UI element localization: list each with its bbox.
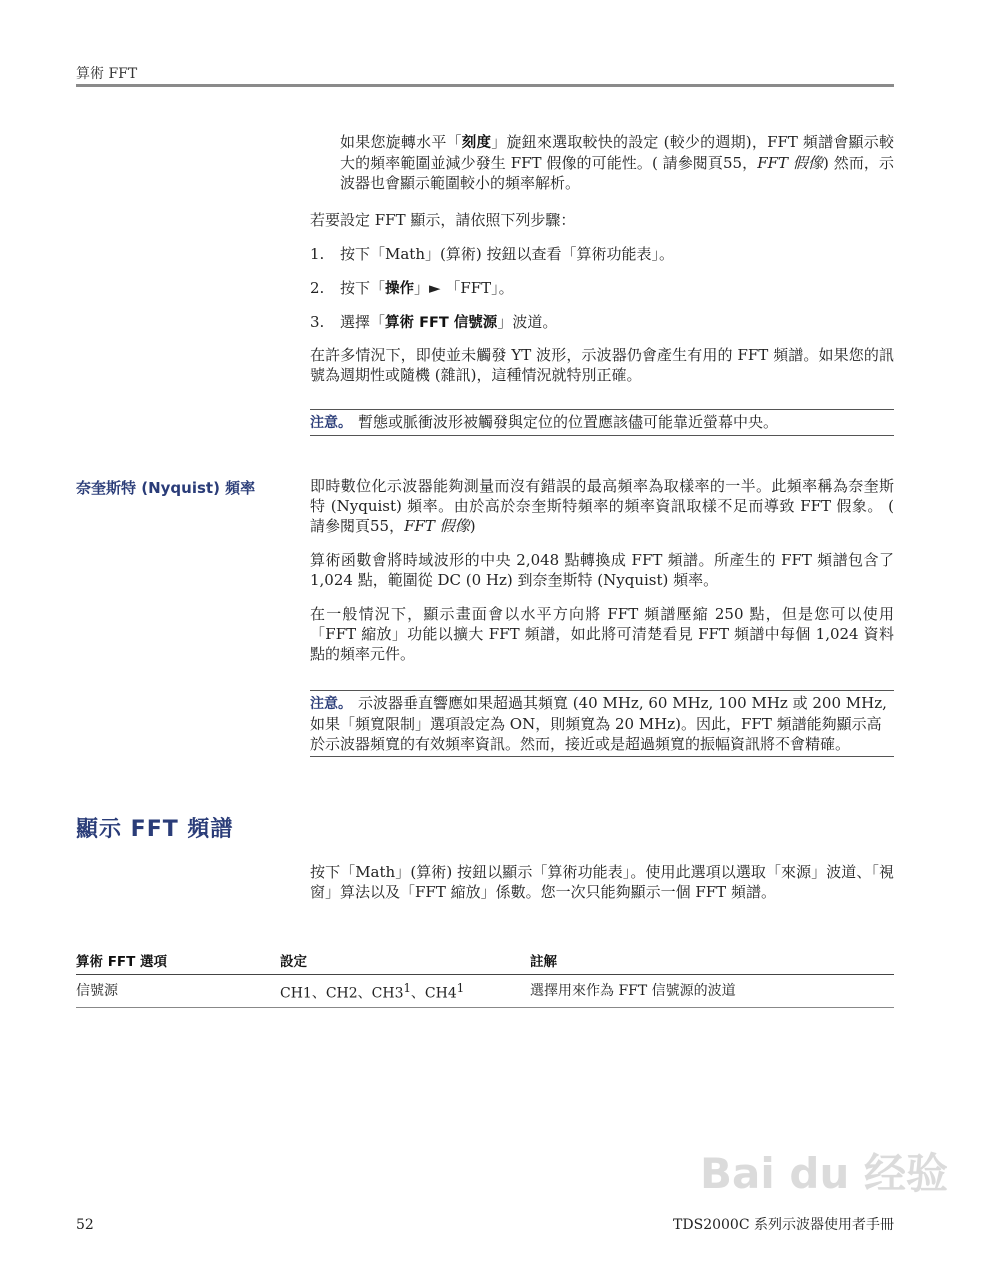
manual-title: TDS2000C 系列示波器使用者手冊 <box>673 1217 894 1233</box>
note-text: 示波器垂直響應如果超過其頻寬 (40 MHz, 60 MHz, 100 MHz 或 200 MHz, 如果「頻寬限制」選項設定為 ON，則頻寬為 20 MHz)。因此，FFT 頻譜能夠顯示高於示波器頻寬的有效頻率資訊。然而，接近或是超過頻寬的振幅資訊將不會精確。 <box>310 694 887 753</box>
step-number: 1. <box>310 245 325 263</box>
setup-line: 若要設定 FFT 顯示，請依照下列步驟： <box>310 211 576 229</box>
table-row <box>76 975 894 1008</box>
watermark-logo <box>700 1140 950 1210</box>
text-run: ) <box>469 517 476 535</box>
footnote-marker: 1 <box>403 981 411 995</box>
text-run: 如果您旋轉水平「 <box>340 133 462 151</box>
note-2 <box>310 690 894 757</box>
table-cell-option: 信號源 <box>76 975 280 1008</box>
note-label: 注意。 <box>310 415 352 431</box>
step-text: 選擇「 <box>340 313 386 331</box>
page-number: 52 <box>76 1217 94 1233</box>
setting-text: CH1、CH2、CH3 <box>280 985 404 1002</box>
column-header: 算術 FFT 選項 <box>76 950 280 975</box>
step-text: 」波道。 <box>497 313 558 331</box>
step-3 <box>310 312 894 333</box>
note-text: 暫態或脈衝波形被觸發與定位的位置應該儘可能靠近螢幕中央。 <box>358 413 779 431</box>
watermark-text: Bai du 经验 <box>700 1149 948 1198</box>
bold-term: 算術 FFT 信號源 <box>385 315 498 331</box>
options-table <box>76 950 894 1008</box>
step-text: 按下「Math」(算術) 按鈕以查看「算術功能表」。 <box>340 245 674 263</box>
nyquist-heading: 奈奎斯特 (Nyquist) 頻率 <box>76 479 256 497</box>
text-run: ) 然而，示波器也會顯示範圍較小的頻率解析。 <box>340 154 894 192</box>
bold-term: 刻度 <box>461 135 492 151</box>
text-run: 即時數位化示波器能夠測量而沒有錯誤的最高頻率為取樣率的一半。此頻率稱為奈奎斯特 (Nyquist) 頻率。由於高於奈奎斯特頻率的頻率資訊取樣不足而導致 FFT 假象。 ( 請參閱頁55， <box>310 477 894 535</box>
column-header: 設定 <box>280 950 530 975</box>
note-1 <box>310 409 894 436</box>
setting-text: 、CH4 <box>410 985 457 1002</box>
cross-reference: FFT 假像 <box>404 517 470 535</box>
table-cell-setting <box>280 975 530 1008</box>
display-paragraph: 按下「Math」(算術) 按鈕以顯示「算術功能表」。使用此選項以選取「來源」波道、「視窗」算法以及「FFT 縮放」係數。您一次只能夠顯示一個 FFT 頻譜。 <box>310 863 894 901</box>
step-number: 2. <box>310 279 325 297</box>
step-text: 按下「 <box>340 279 386 297</box>
note-label: 注意。 <box>310 696 352 712</box>
column-header: 註解 <box>530 950 894 975</box>
nyquist-paragraph-1 <box>310 476 894 536</box>
table-cell-comment: 選擇用來作為 FFT 信號源的波道 <box>530 975 894 1008</box>
nyquist-paragraph-3: 在一般情況下，顯示畫面會以水平方向將 FFT 頻譜壓縮 250 點，但是您可以使用「FFT 縮放」功能以擴大 FFT 頻譜，如此將可清楚看見 FFT 頻譜中每個 1,024 資料點的頻率元件。 <box>310 605 894 663</box>
section-heading: 顯示 FFT 頻譜 <box>76 817 234 842</box>
running-header: 算術 FFT <box>76 66 138 82</box>
header-rule <box>76 84 894 87</box>
yt-paragraph: 在許多情況下，即使並未觸發 YT 波形，示波器仍會產生有用的 FFT 頻譜。如果您的訊號為週期性或隨機 (雜訊)，這種情況就特別正確。 <box>310 346 894 384</box>
nyquist-paragraph-2: 算術函數會將時域波形的中央 2,048 點轉換成 FFT 頻譜。所產生的 FFT 頻譜包含了 1,024 點，範圍從 DC (0 Hz) 到奈奎斯特 (Nyquist) 頻率。 <box>310 551 894 589</box>
footnote-marker: 1 <box>456 981 465 995</box>
intro-paragraph <box>340 132 894 193</box>
bold-term: 操作 <box>385 281 415 297</box>
step-2 <box>310 278 894 299</box>
table-header-row <box>76 950 894 975</box>
step-text: 」► 「FFT」。 <box>414 279 514 297</box>
step-1 <box>310 244 894 264</box>
step-number: 3. <box>310 313 325 331</box>
text-run: 」旋鈕來選取較快的設定 (較少的週期)，FFT 頻譜會顯示較大的頻率範圍並減少發生 FFT 假像的可能性。( 請參閱頁55， <box>340 133 894 172</box>
cross-reference: FFT 假像 <box>757 154 824 172</box>
